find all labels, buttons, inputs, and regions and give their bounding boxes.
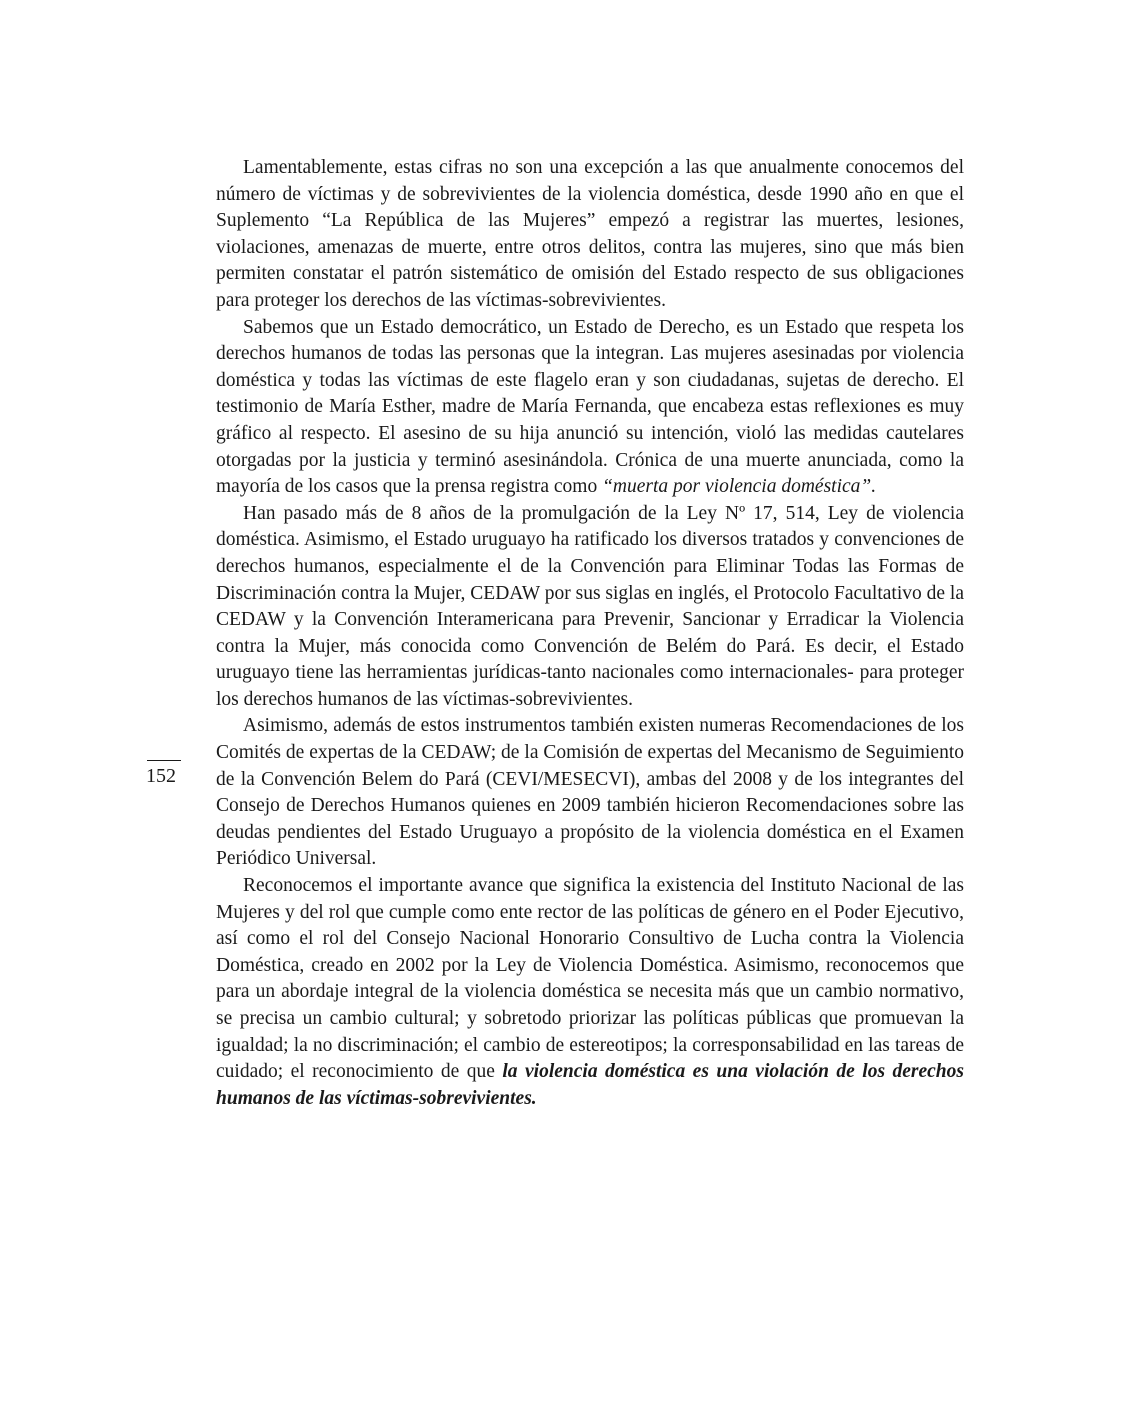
paragraph-3 [216,501,964,714]
paragraph-2 [216,315,964,501]
paragraph-5-text: Reconocemos el importante avance que significa la existencia del Instituto Nacional de las Mujeres y del rol que cumple como ente rector de las políticas de género en el Poder Ejecutivo, así como el rol del Consejo Nacional Honorario Consultivo de Lucha contra la Violencia Doméstica, creado en 2002 por la Ley de Violencia Doméstica. Asimismo, reconocemos que para un abordaje integral de la violencia doméstica se necesita más que un cambio normativo, se precisa un cambio cultural; y sobretodo priorizar las políticas públicas que promuevan la igualdad; la no discriminación; el cambio de estereotipos; la corresponsabilidad en las tareas de cuidado; el reconocimiento de que [216,875,964,1083]
paragraph-5 [216,873,964,1112]
paragraph-5-emphasis: la violencia doméstica es una violación de los derechos humanos de las víctimas-sobrevivientes. [216,1061,964,1109]
body-text [216,155,964,1112]
paragraph-3-text: Han pasado más de 8 años de la promulgación de la Ley Nº 17, 514, Ley de violencia doméstica. Asimismo, el Estado uruguayo ha ratificado los diversos tratados y convenciones de derechos humanos, especialmente el de la Convención para Eliminar Todas las Formas de Discriminación contra la Mujer, CEDAW por sus siglas en inglés, el Protocolo Facultativo de la CEDAW y la Convención Interamericana para Prevenir, Sancionar y Erradicar la Violencia contra la Mujer, más conocida como Convención de Belém do Pará. Es decir, el Estado uruguayo tiene las herramientas jurídicas-tanto nacionales como internacionales- para proteger los derechos humanos de las víctimas-sobrevivientes. [216,502,964,710]
paragraph-1-text: Lamentablemente, estas cifras no son una excepción a las que anualmente conocemos del número de víctimas y de sobrevivientes de la violencia doméstica, desde 1990 año en que el Suplemento “La República de las Mujeres” empezó a registrar las muertes, lesiones, violaciones, amenazas de muerte, entre otros delitos, contra las mujeres, sino que más bien permiten constatar el patrón sistemático de omisión del Estado respecto de sus obligaciones para proteger los derechos de las víctimas-sobrevivientes. [216,157,964,311]
paragraph-4 [216,713,964,873]
paragraph-2-text: Sabemos que un Estado democrático, un Estado de Derecho, es un Estado que respeta los derechos humanos de todas las personas que la integran. Las mujeres asesinadas por violencia doméstica y todas las víctimas de este flagelo eran y son ciudadanas, sujetas de derecho. El testimonio de María Esther, madre de María Fernanda, que encabeza estas reflexiones es muy gráfico al respecto. El asesino de su hija anunció su intención, violó las medidas cautelares otorgadas por la justicia y terminó asesinándola. Crónica de una muerte anunciada, como la mayoría de los casos que la prensa registra como [216,316,964,498]
page-number: 152 [146,765,176,787]
paragraph-2-quote: “muerta por violencia doméstica”. [602,476,877,498]
page-number-rule [147,760,181,761]
paragraph-1 [216,155,964,315]
paragraph-4-text: Asimismo, además de estos instrumentos también existen numeras Recomendaciones de los Comités de expertas de la CEDAW; de la Comisión de expertas del Mecanismo de Seguimiento de la Convención Belem do Pará (CEVI/MESECVI), ambas del 2008 y de los integrantes del Consejo de Derechos Humanos quienes en 2009 también hicieron Recomendaciones sobre las deudas pendientes del Estado Uruguayo a propósito de la violencia doméstica en el Examen Periódico Universal. [216,715,964,870]
